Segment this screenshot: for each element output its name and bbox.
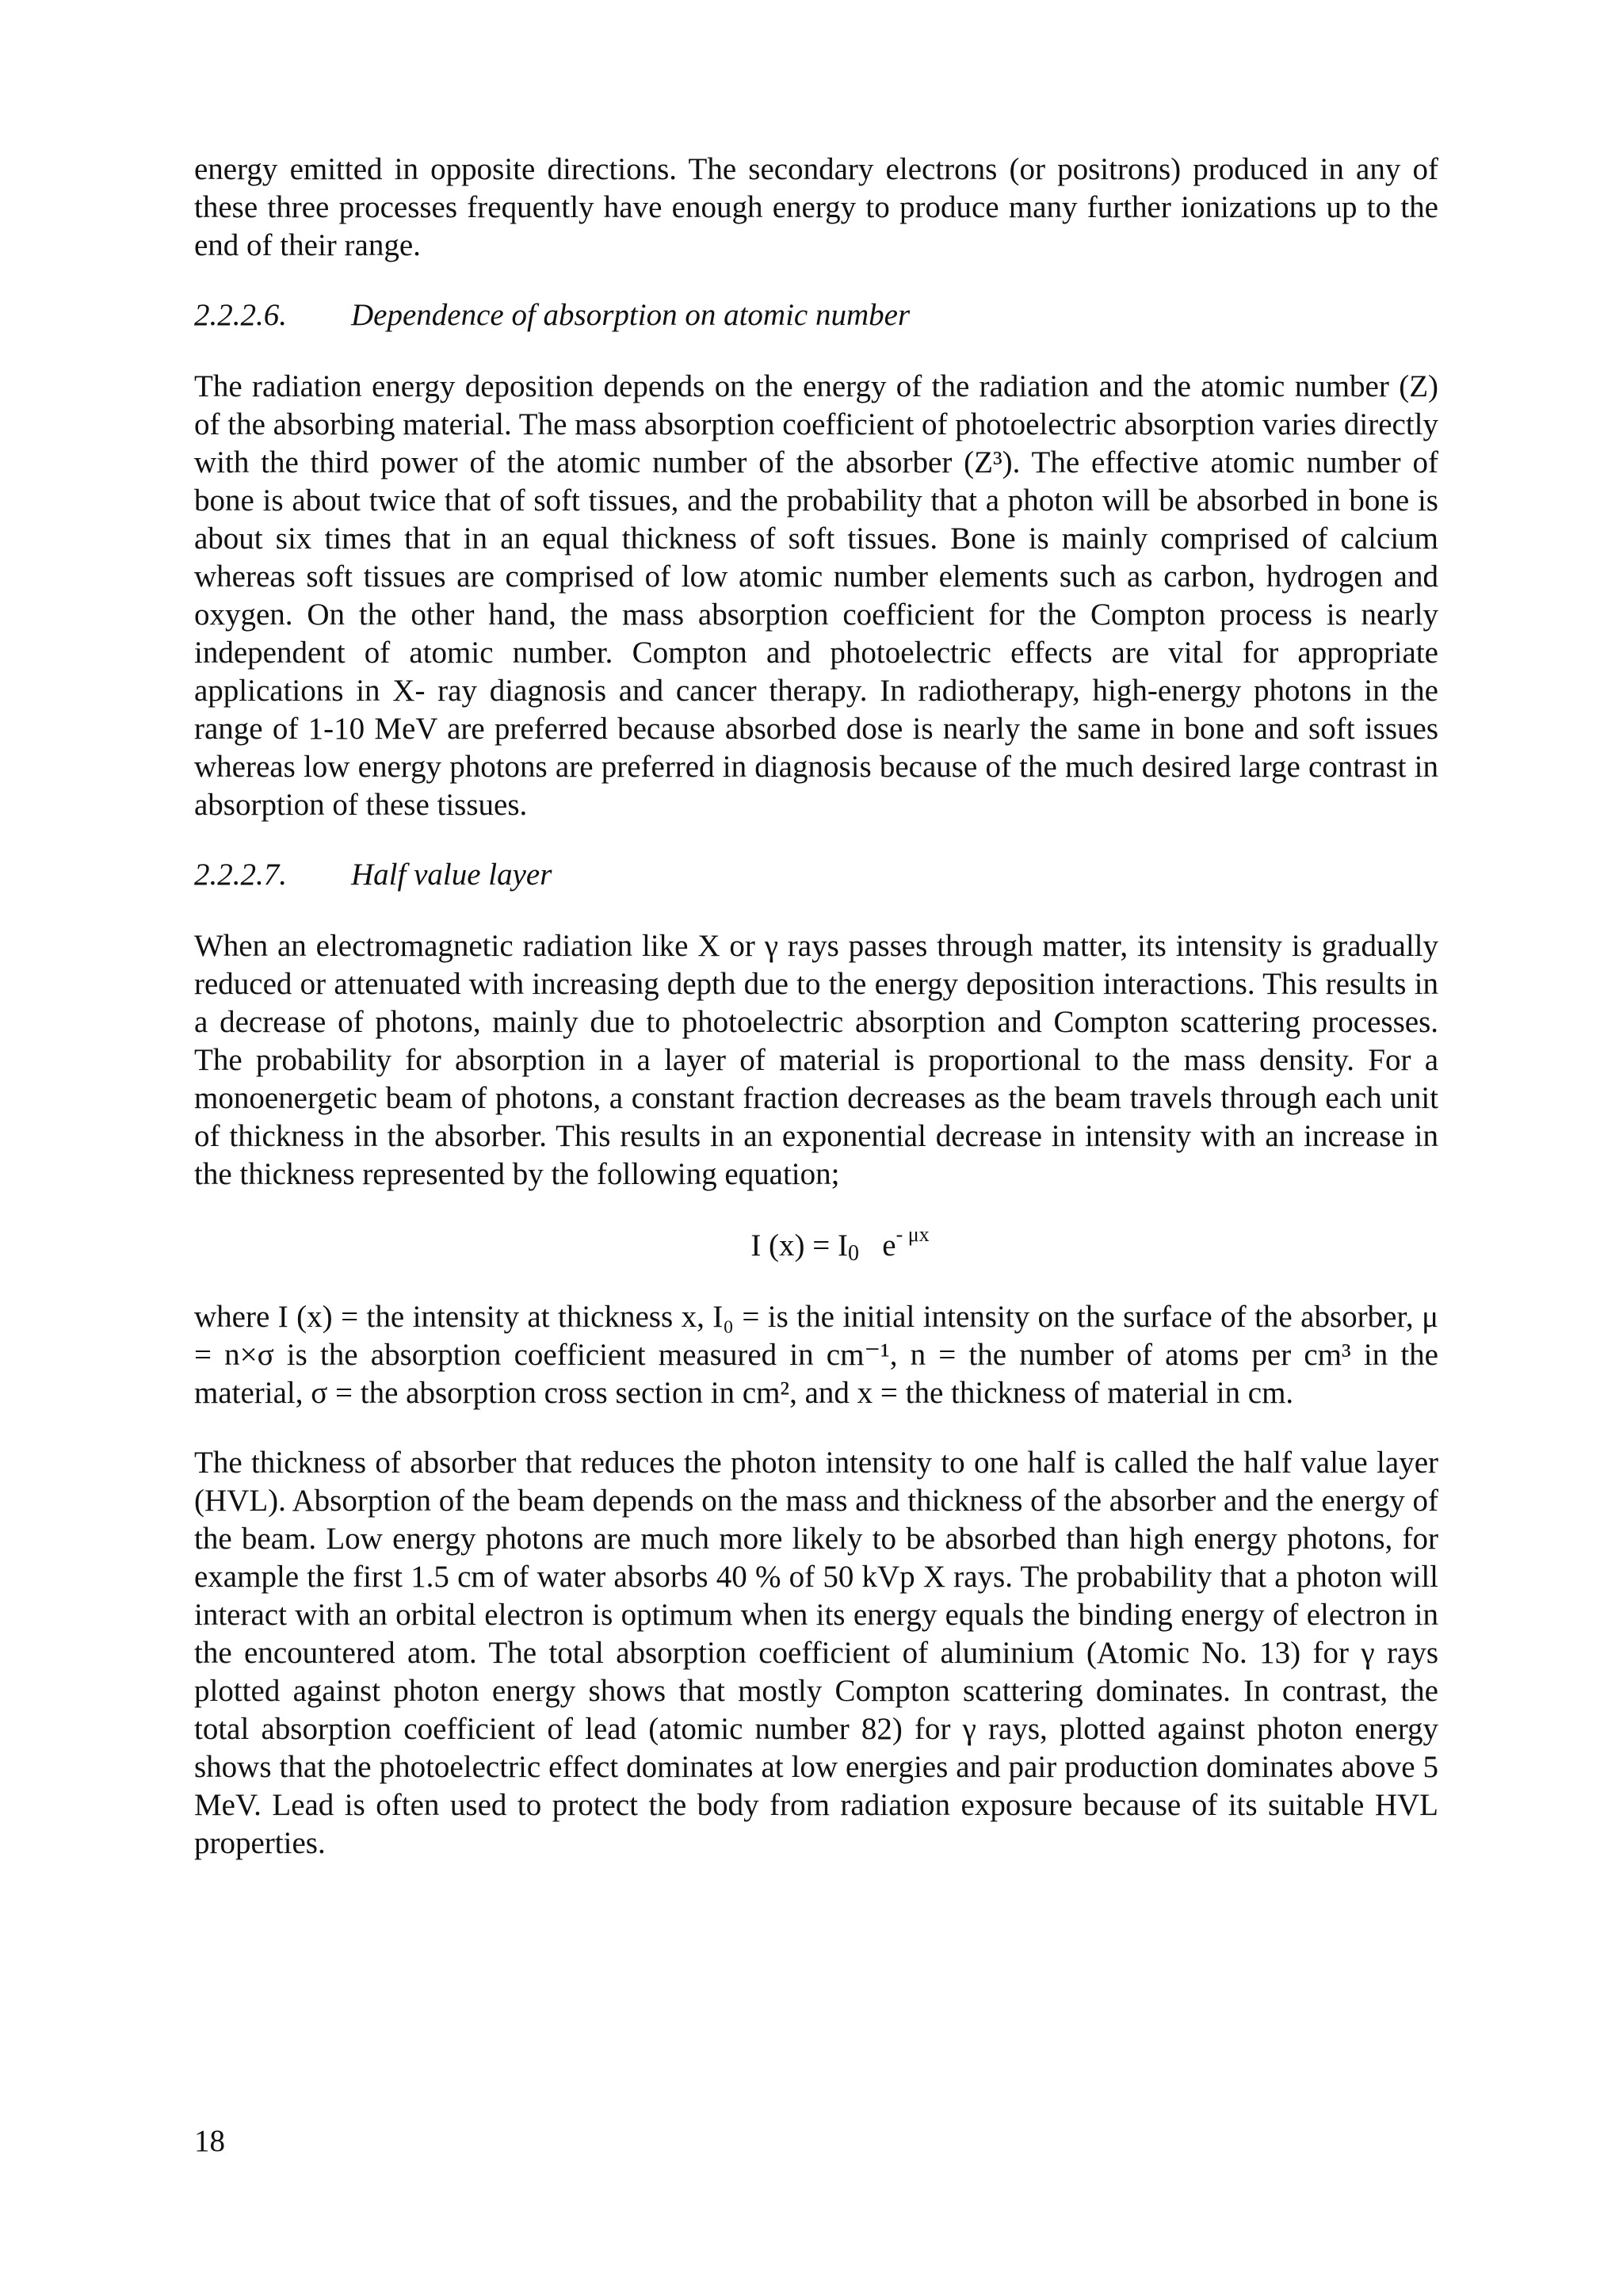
- attenuation-equation: [194, 1223, 1438, 1266]
- section-number: 2.2.2.6.: [194, 298, 287, 332]
- page-number: 18: [194, 2124, 225, 2158]
- paragraph-secondary-electrons: energy emitted in opposite directions. The secondary electrons (or positrons) produced in any of these three processes frequently have enough energy to produce many further ionizations up to the end of their range.: [194, 152, 1438, 262]
- paragraph-equation-terms: where I (x) = the intensity at thickness x, I₀ = is the initial intensity on the surface of the absorber, μ = n×σ is the absorption coefficient measured in cm⁻¹, n = the number of atoms per cm³ in the material, σ = the absorption cross section in cm², and x = the thickness of material in cm.: [194, 1300, 1438, 1410]
- paragraph-attenuation: When an electromagnetic radiation like X or γ rays passes through matter, its intensity is gradually reduced or attenuated with increasing depth due to the energy deposition interactions. This results in a decrease of photons, mainly due to photoelectric absorption and Compton scattering processes. The probability for absorption in a layer of material is proportional to the mass density. For a monoenergetic beam of photons, a constant fraction decreases as the beam travels through each unit of thickness in the absorber. This results in an exponential decrease in intensity with an increase in the thickness represented by the following equation;: [194, 929, 1438, 1191]
- equation-base: e: [882, 1228, 896, 1263]
- section-heading-2-2-2-7: [194, 856, 1438, 894]
- section-number: 2.2.2.7.: [194, 858, 287, 892]
- equation-exponent: - μx: [896, 1223, 930, 1246]
- section-title: Half value layer: [351, 858, 552, 892]
- equation-subscript: 0: [848, 1241, 860, 1266]
- paragraph-half-value-layer: The thickness of absorber that reduces the photon intensity to one half is called the half value layer (HVL). Absorption of the beam depends on the mass and thickness of the absorber and the energy of the beam. Low energy photons are much more likely to be absorbed than high energy photons, for example the first 1.5 cm of water absorbs 40 % of 50 kVp X rays. The probability that a photon will interact with an orbital electron is optimum when its energy equals the binding energy of electron in the encountered atom. The total absorption coefficient of aluminium (Atomic No. 13) for γ rays plotted against photon energy shows that mostly Compton scattering dominates. In contrast, the total absorption coefficient of lead (atomic number 82) for γ rays, plotted against photon energy shows that the photoelectric effect dominates at low energies and pair production dominates above 5 MeV. Lead is often used to protect the body from radiation exposure because of its suitable HVL properties.: [194, 1446, 1438, 1860]
- equation-lhs: I (x) = I: [750, 1228, 849, 1263]
- document-page: [194, 151, 1438, 1862]
- paragraph-atomic-number-dependence: The radiation energy deposition depends on the energy of the radiation and the atomic number (Z) of the absorbing material. The mass absorption coefficient of photoelectric absorption varies directly with the third power of the atomic number of the absorber (Z³). The effective atomic number of bone is about twice that of soft tissues, and the probability that a photon will be absorbed in bone is about six times that in an equal thickness of soft tissues. Bone is mainly comprised of calcium whereas soft tissues are comprised of low atomic number elements such as carbon, hydrogen and oxygen. On the other hand, the mass absorption coefficient for the Compton process is nearly independent of atomic number. Compton and photoelectric effects are vital for appropriate applications in X- ray diagnosis and cancer therapy. In radiotherapy, high-energy photons in the range of 1-10 MeV are preferred because absorbed dose is nearly the same in bone and soft issues whereas low energy photons are preferred in diagnosis because of the much desired large contrast in absorption of these tissues.: [194, 369, 1438, 822]
- section-title: Dependence of absorption on atomic number: [351, 298, 911, 332]
- section-heading-2-2-2-6: [194, 296, 1438, 334]
